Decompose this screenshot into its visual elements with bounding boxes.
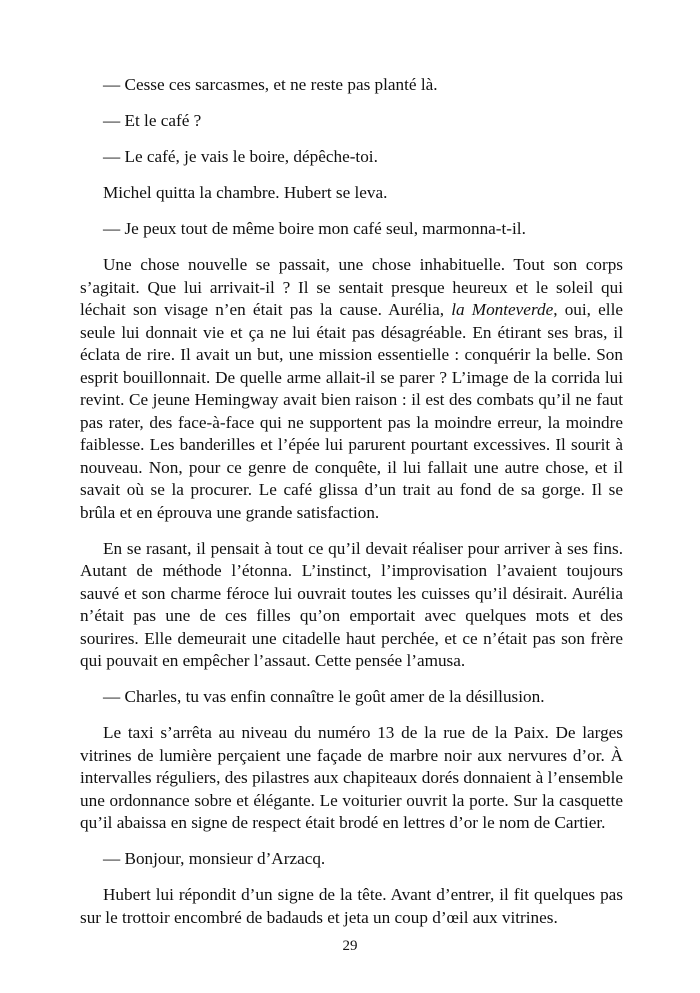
- paragraph: [80, 722, 623, 835]
- paragraph: [80, 254, 623, 524]
- paragraph: [80, 218, 623, 241]
- text-run: Le taxi s’arrêta au niveau du numéro 13 de la rue de la Paix. De larges vitrines de lumière perçaient une façade de marbre noir aux nervures d’or. À intervalles réguliers, des pilastres aux chapiteaux dorés donnaient à l’ensemble une ordonnance sobre et élégante. Le voiturier ouvrit la porte. Sur la casquette qu’il abaissa en signe de respect était brodé en lettres d’or le nom de Cartier.: [80, 723, 623, 832]
- body-text: [80, 74, 623, 943]
- paragraph: [80, 884, 623, 929]
- text-run: — Bonjour, monsieur d’Arzacq.: [103, 849, 326, 868]
- paragraph: [80, 74, 623, 97]
- text-run: — Je peux tout de même boire mon café seul, marmonna-t-il.: [103, 219, 526, 238]
- text-run: Michel quitta la chambre. Hubert se leva.: [103, 183, 388, 202]
- paragraph: [80, 110, 623, 133]
- text-run: — Le café, je vais le boire, dépêche-toi.: [103, 147, 378, 166]
- paragraph: [80, 182, 623, 205]
- paragraph: [80, 146, 623, 169]
- text-run: Une chose nouvelle se passait, une chose inhabituelle. Tout son corps s’agitait. Que lui arrivait-il ? Il se sentait presque heureux et le soleil qui léchait son visage n’en était pas la cause. Aurélia,: [80, 255, 623, 319]
- text-run: — Charles, tu vas enfin connaître le goût amer de la désillusion.: [103, 687, 545, 706]
- text-run: , oui, elle seule lui donnait vie et ça ne lui était pas désagréable. En étirant ses bras, il éclata de rire. Il avait un but, une mission essentielle : conquérir la belle. Son esprit bouillonnait. De quelle arme allait-il se parer ? L’image de la corrida lui revint. Ce jeune Hemingway avait bien raison : il est des combats qu’il ne faut pas rater, des face-à-face qui ne supportent pas la moindre erreur, la moindre faiblesse. Les banderilles et l’épée lui parurent pourtant excessives. Il sourit à nouveau. Non, pour ce genre de conquête, il lui fallait une autre chose, et il savait où se la procurer. Le café glissa d’un trait au fond de sa gorge. Il se brûla et en éprouva une grande satisfaction.: [80, 300, 623, 522]
- text-run: En se rasant, il pensait à tout ce qu’il devait réaliser pour arriver à ses fins. Autant de méthode l’étonna. L’instinct, l’improvisation l’avaient toujours sauvé et son charme féroce lui ouvrait toutes les cuisses qu’il désirait. Aurélia n’était pas une de ces filles qu’on emportait avec quelques mots et des sourires. Elle demeurait une citadelle haut perchée, et ce n’était pas son frère qui pouvait en empêcher l’assaut. Cette pensée l’amusa.: [80, 538, 623, 670]
- text-run: — Et le café ?: [103, 111, 202, 130]
- paragraph: [80, 686, 623, 709]
- paragraph: [80, 848, 623, 871]
- page-number: 29: [342, 938, 358, 954]
- text-run: — Cesse ces sarcasmes, et ne reste pas planté là.: [103, 75, 438, 94]
- italic-text: la Monteverde: [451, 300, 554, 319]
- paragraph: [80, 538, 623, 673]
- text-run: Hubert lui répondit d’un signe de la tête. Avant d’entrer, il fit quelques pas sur le trottoir encombré de badauds et jeta un coup d’œil aux vitrines.: [80, 885, 623, 927]
